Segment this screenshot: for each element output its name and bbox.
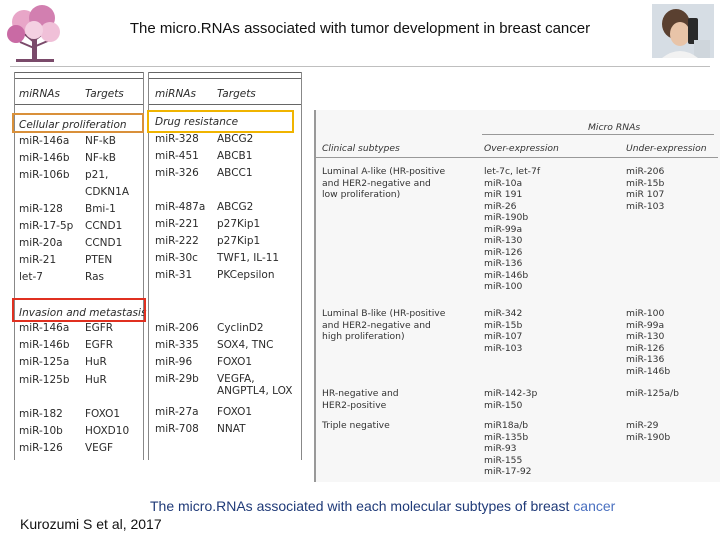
mirna-cell: let-7 <box>19 271 43 283</box>
target-cell: SOX4, TNC <box>217 339 274 351</box>
over-expression-cell: miR18a/b <box>484 420 529 431</box>
mirna-cell: miR-106b <box>19 169 70 181</box>
over-expression-cell: miR-150 <box>484 399 523 411</box>
under-expression-cell: miR-136 <box>626 354 665 365</box>
mirna-cell: miR-20a <box>19 237 63 249</box>
mirna-cell: miR-30c <box>155 252 198 264</box>
clinical-subtype-cell: and HER2-negative and <box>322 319 431 331</box>
over-expression-cell: miR-107 <box>484 331 523 342</box>
target-cell: EGFR <box>85 339 114 352</box>
mirna-cell: miR-146a <box>19 135 70 147</box>
under-expression-cell: miR-146b <box>626 365 671 377</box>
target-cell: FOXO1 <box>217 406 253 418</box>
header-divider <box>10 66 710 67</box>
clinical-subtype-mirna-table <box>314 110 720 482</box>
over-expression-cell: miR-26 <box>484 200 517 212</box>
target-cell: VEGFA, <box>217 373 255 385</box>
mirna-cell: miR-326 <box>155 167 199 179</box>
mirna-cell: miR-31 <box>155 269 193 281</box>
over-expression-cell: miR-130 <box>484 235 523 246</box>
mirna-cell: miR-126 <box>19 442 63 455</box>
clinical-subtype-cell: Luminal B-like (HR-positive <box>322 308 446 319</box>
target-cell: VEGF <box>85 442 113 455</box>
target-cell: CyclinD2 <box>217 322 264 334</box>
target-cell: NF-kB <box>85 135 116 147</box>
target-cell: FOXO1 <box>217 356 253 368</box>
clinical-subtype-cell: HER2-positive <box>322 399 387 411</box>
target-cell: NNAT <box>217 423 246 435</box>
target-cell: p27Kip1 <box>217 218 261 230</box>
header-rule <box>316 157 718 158</box>
group-header-micro-rnas: Micro RNAs <box>588 122 641 133</box>
mirna-cell: miR-221 <box>155 218 199 230</box>
table-top-rule <box>15 72 143 73</box>
mirna-cell: miR-128 <box>19 203 63 215</box>
mirna-cell: miR-29b <box>155 373 199 385</box>
highlight-box-drug-resistance <box>147 110 294 133</box>
over-expression-cell: miR-10a <box>484 177 523 189</box>
over-expression-cell: miR-17-92 <box>484 466 532 477</box>
mirna-cell: miR-125b <box>19 373 70 386</box>
mirna-cell: miR-21 <box>19 254 57 266</box>
over-expression-cell: miR-103 <box>484 342 523 354</box>
clinical-subtype-cell: and HER2-negative and <box>322 177 431 189</box>
table-top-rule <box>149 72 301 73</box>
over-expression-cell: let-7c, let-7f <box>484 166 541 177</box>
clinical-subtype-cell: Luminal A-like (HR-positive <box>322 166 446 177</box>
target-cell: ABCC1 <box>217 167 253 179</box>
citation: Kurozumi S et al, 2017 <box>20 516 162 532</box>
under-expression-cell: miR-206 <box>626 166 665 177</box>
page-title: The micro.RNAs associated with tumor development in breast cancer <box>129 20 591 37</box>
under-expression-cell: miR-100 <box>626 308 665 319</box>
mirna-cell: miR-17-5p <box>19 220 74 232</box>
clinical-subtype-cell: low proliferation) <box>322 189 401 200</box>
under-expression-cell: miR-125a/b <box>626 388 679 399</box>
under-expression-cell: miR-103 <box>626 200 665 212</box>
over-expression-cell: miR-135b <box>484 431 529 443</box>
over-expression-cell: miR-142-3p <box>484 388 538 399</box>
over-expression-cell: miR-146b <box>484 269 529 281</box>
target-cell: NF-kB <box>85 152 116 164</box>
under-expression-cell: miR-190b <box>626 431 671 443</box>
mirna-cell: miR-451 <box>155 150 199 162</box>
mirna-cell: miR-708 <box>155 423 199 435</box>
mirna-cell: miR-10b <box>19 425 63 438</box>
target-cell: ABCG2 <box>217 133 254 145</box>
target-cell: Bmi-1 <box>85 203 116 215</box>
over-expression-cell: miR-99a <box>484 223 523 235</box>
mirna-cell: miR-125a <box>19 356 70 369</box>
over-expression-cell: miR-136 <box>484 258 523 269</box>
caption-main: The micro.RNAs associated with each molecular subtypes of breast <box>150 498 570 514</box>
mirna-cell: miR-96 <box>155 356 193 368</box>
target-cell: EGFR <box>85 322 114 334</box>
mirna-cell: miR-335 <box>155 339 199 351</box>
column-header-clinical-subtypes: Clinical subtypes <box>322 143 400 154</box>
over-expression-cell: miR 191 <box>484 189 523 200</box>
mirna-cell: miR-222 <box>155 235 199 247</box>
header-rule <box>15 104 143 105</box>
target-cell: p21, <box>85 169 109 181</box>
target-cell: HOXD10 <box>85 425 130 438</box>
target-cell: ABCB1 <box>217 150 253 162</box>
table-top-rule <box>15 78 143 79</box>
column-header-over-expression: Over-expression <box>484 143 559 154</box>
target-cell: ANGPTL4, LOX <box>217 385 293 397</box>
over-expression-cell: miR-93 <box>484 443 517 454</box>
clinical-subtype-cell: HR-negative and <box>322 388 399 399</box>
highlight-box-cellular-proliferation <box>12 113 144 133</box>
target-cell: CCND1 <box>85 237 123 249</box>
header-rule <box>149 104 301 105</box>
target-cell: CCND1 <box>85 220 123 232</box>
caption-end: cancer <box>573 498 616 514</box>
column-header-under-expression: Under-expression <box>626 143 707 154</box>
column-header-targets: Targets <box>217 88 256 100</box>
clinical-subtype-cell: Triple negative <box>322 420 390 431</box>
table-top-rule <box>149 78 301 79</box>
section-label-drug-resistance: Drug resistance <box>155 116 239 128</box>
microscope-photo-icon <box>652 4 714 58</box>
figure-caption <box>150 498 615 514</box>
target-cell: CDKN1A <box>85 186 130 198</box>
section-label-cellular-proliferation: Cellular proliferation <box>19 119 127 131</box>
mirna-cell: miR-328 <box>155 133 199 145</box>
column-header-targets: Targets <box>85 88 124 100</box>
over-expression-cell: miR-342 <box>484 308 523 319</box>
over-expression-cell: miR-190b <box>484 212 529 223</box>
mirna-cell: miR-182 <box>19 408 63 420</box>
under-expression-cell: miR-126 <box>626 342 665 354</box>
target-cell: TWF1, IL-11 <box>217 252 280 264</box>
over-expression-cell: miR-15b <box>484 319 523 331</box>
under-expression-cell: miR-29 <box>626 420 659 431</box>
target-cell: PKCepsilon <box>217 269 275 281</box>
under-expression-cell: miR-130 <box>626 331 665 342</box>
under-expression-cell: miR 107 <box>626 189 665 200</box>
group-header-rule <box>482 134 714 135</box>
under-expression-cell: miR-99a <box>626 319 665 331</box>
target-cell: PTEN <box>85 254 113 266</box>
column-header-mirnas: miRNAs <box>19 88 60 100</box>
mirna-cell: miR-146a <box>19 322 70 334</box>
mirna-cell: miR-487a <box>155 201 206 213</box>
target-cell: FOXO1 <box>85 408 121 420</box>
target-cell: p27Kip1 <box>217 235 261 247</box>
under-expression-cell: miR-15b <box>626 177 665 189</box>
target-cell: HuR <box>85 373 107 386</box>
over-expression-cell: miR-155 <box>484 454 523 466</box>
clinical-subtype-cell: high proliferation) <box>322 331 405 342</box>
over-expression-cell: miR-126 <box>484 246 523 258</box>
target-cell: HuR <box>85 356 107 369</box>
target-cell: Ras <box>85 271 104 283</box>
highlight-box-invasion-metastasis <box>12 298 146 322</box>
column-header-mirnas: miRNAs <box>155 88 196 100</box>
mirna-cell: miR-27a <box>155 406 199 418</box>
target-cell: ABCG2 <box>217 201 254 213</box>
mirna-cell: miR-146b <box>19 152 70 164</box>
mirna-cell: miR-206 <box>155 322 199 334</box>
over-expression-cell: miR-100 <box>484 281 523 292</box>
mirna-cell: miR-146b <box>19 339 70 352</box>
section-label-invasion-metastasis: Invasion and metastasis <box>19 307 147 319</box>
